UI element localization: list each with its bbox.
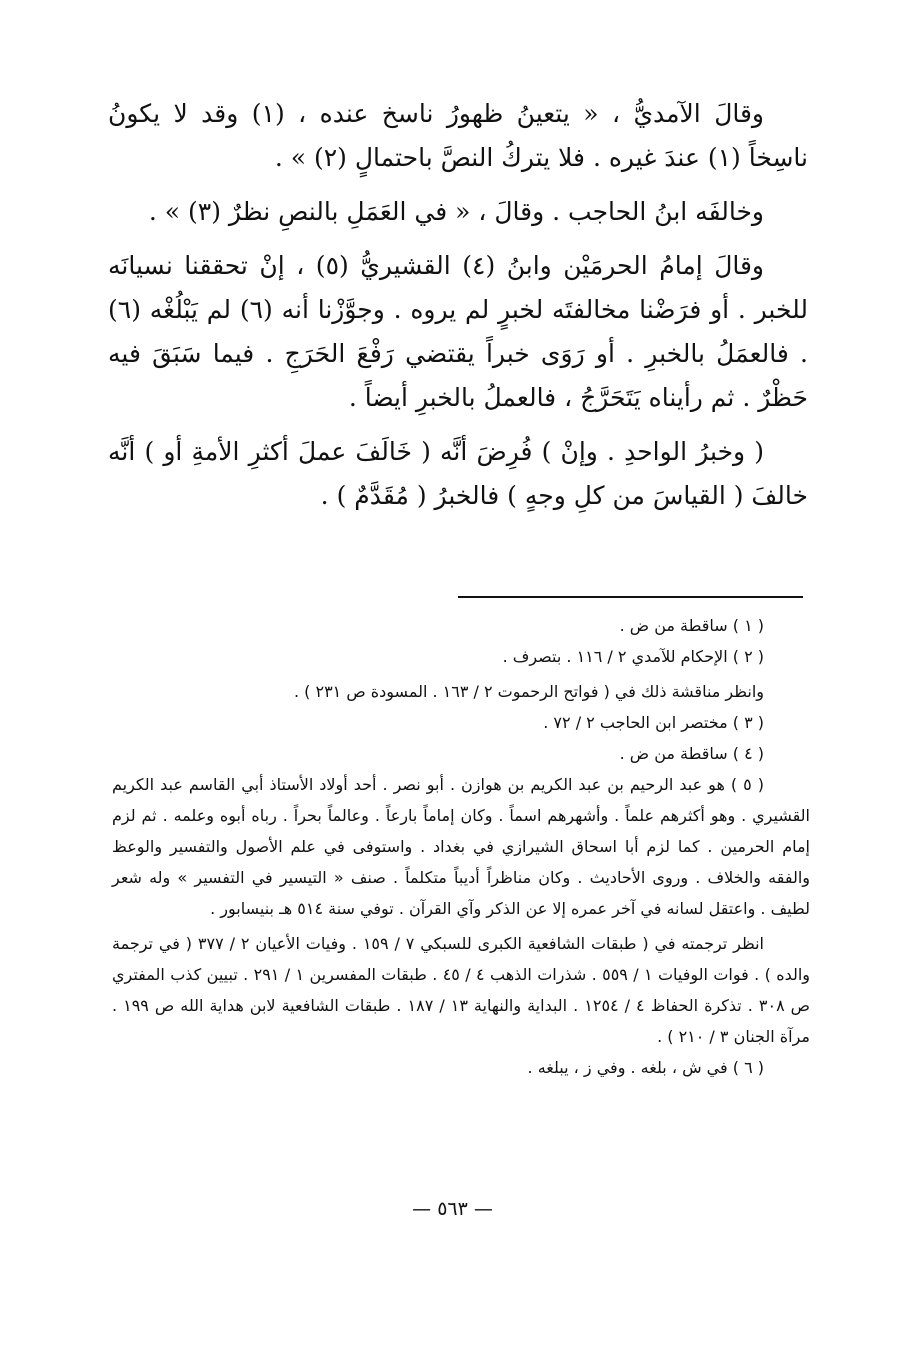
paragraph-ibn-hajib: وخالفَه ابنُ الحاجب . وقالَ ، « في العَمَلِ بالنصِ نظرٌ (٣) » . <box>148 197 764 226</box>
footnote-divider <box>458 596 803 598</box>
footnotes <box>112 610 810 1083</box>
footnote-5: ( ٥ ) هو عبد الرحيم بن عبد الكريم بن هوازن . أبو نصر . أحد أولاد الأستاذ أبي القاسم عبد الكريم القشيري . وهو أكثرهم علماً . وأشهرهم اسماً . وكان إماماً بارعاً . وعالماً بحراً . رباه أبوه وعلمه . ثم لزم إمام الحرمين . كما لزم أبا اسحاق الشيرازي في بغداد . واستوفى في علم الأصول والتفسير والوعظ والفقه والخلاف . وروى الأحاديث . وكان مناظراً أديباً متكلماً . صنف « التيسير في التفسير » وله شعر لطيف . واعتقل لسانه في آخر عمره إلا عن الذكر وآي القرآن . توفي سنة ٥١٤ هـ بنيسابور . <box>112 775 810 918</box>
paragraph-amidi: وقالَ الآمديُّ ، « يتعينُ ظهورُ ناسخ عنده ، (١) وقد لا يكونُ ناسِخاً (١) عندَ غيره . فلا يتركُ النصَّ باحتمالٍ (٢) » . <box>108 99 808 172</box>
paragraph-imam-haramayn: وقالَ إمامُ الحرمَيْن وابنُ (٤) القشيريُّ (٥) ، إنْ تحققنا نسيانَه للخبر . أو فرَضْنا مخالفتَه لخبرٍ لم يروه . وجوَّزْنا أنه (٦) لم يَبْلُغْه (٦) . فالعمَلُ بالخبرِ . أو رَوَى خبراً يقتضي رَفْعَ الحَرَجِ . فيما سَبَقَ فيه حَظْرٌ . ثم رأيناه يَتَحَرَّجُ ، فالعملُ بالخبرِ أيضاً . <box>108 251 808 412</box>
footnote-4: ( ٤ ) ساقطة من ض . <box>619 744 764 763</box>
page-number: — ٥٦٣ — <box>412 1198 493 1220</box>
main-text <box>108 92 808 528</box>
footnote-6: ( ٦ ) في ش ، بلغه . وفي ز ، يبلغه . <box>527 1058 764 1077</box>
footnote-1: ( ١ ) ساقطة من ض . <box>619 616 764 635</box>
paragraph-khabar-wahid: ( وخبرُ الواحدِ . وإنْ ) فُرِضَ أنَّه ( خَالَفَ عملَ أكثرِ الأمةِ أو ) أنَّه خالفَ ( القياسَ من كلِ وجهٍ ) فالخبرُ ( مُقَدَّمٌ ) . <box>108 437 808 510</box>
footnote-2: ( ٢ ) الإحكام للآمدي ٢ / ١١٦ . بتصرف . <box>502 647 764 666</box>
footnote-3: ( ٣ ) مختصر ابن الحاجب ٢ / ٧٢ . <box>543 713 764 732</box>
footnote-2-continuation: وانظر مناقشة ذلك في ( فواتح الرحموت ٢ / ١٦٣ . المسودة ص ٢٣١ ) . <box>293 682 764 701</box>
footnote-5-references: انظر ترجمته في ( طبقات الشافعية الكبرى للسبكي ٧ / ١٥٩ . وفيات الأعيان ٢ / ٣٧٧ ( في ترجمة والده ) . فوات الوفيات ١ / ٥٥٩ . شذرات الذهب ٤ / ٤٥ . طبقات المفسرين ١ / ٢٩١ . تبيين كذب المفتري ص ٣٠٨ . تذكرة الحفاظ ٤ / ١٢٥٤ . البداية والنهاية ١٣ / ١٨٧ . طبقات الشافعية لابن هداية الله ص ١٩٩ . مرآة الجنان ٣ / ٢١٠ ) . <box>112 934 811 1046</box>
